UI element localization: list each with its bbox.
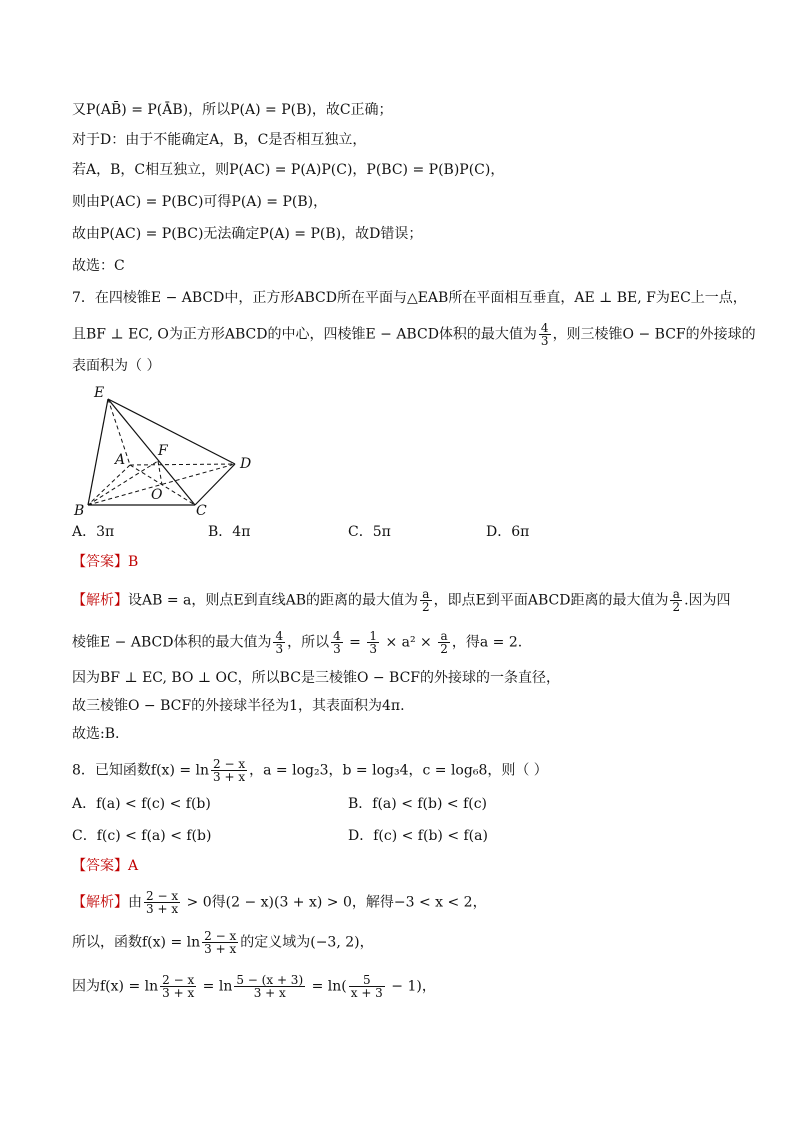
answer-label: 【答案】A [72,858,139,874]
analysis-line: 【解析】由 $\frac{2 - x}{3 + x}$ > 0得(2 − x)(3 + x) > 0，解得−3 < x < 2， [72,889,487,916]
option-a: A．f(a) < f(c) < f(b) [72,796,211,812]
answer-label: 【答案】B [72,554,139,570]
question-7-stem: 表面积为（ ） [72,358,161,374]
analysis-line: 【解析】设AB = a，则点E到直线AB的距离的最大值为 $\frac{a}{2}$ ，即点E到平面ABCD距离的最大值为 $\frac{a}{2}$ .因为四 [72,587,731,614]
option-b: B．4π [208,524,251,540]
solution-line: 对于D：由于不能确定A，B，C是否相互独立， [72,132,367,148]
solution-line: 若A，B，C相互独立，则P(AC) = P(A)P(C)，P(BC) = P(B)P(C)， [72,162,505,178]
analysis-line: 故三棱锥O − BCF的外接球半径为1，其表面积为4π. [72,698,405,714]
analysis-line: 棱锥E − ABCD体积的最大值为 $\frac{4}{3}$ ，所以 $\frac{4}{3}$ = $\frac{1}{3}$ × a² × $\frac{a}{2}$ ，得a = 2. [72,629,523,656]
question-8-stem: 8．已知函数f(x) = ln $\frac{2 - x}{3 + x}$ ，a = log₂3，b = log₃4，c = log₆8，则（ ） [72,757,548,784]
option-a: A．3π [72,524,115,540]
question-7-stem: 且BF ⊥ EC, O为正方形ABCD的中心，四棱锥E − ABCD体积的最大值为 $\frac{4}{3}$ ，则三棱锥O − BCF的外接球的 [72,321,756,348]
label-A: A [115,452,126,468]
option-d: D．6π [486,524,530,540]
answer-choice: 故选:B. [72,726,120,742]
answer-choice: 故选：C [72,258,125,274]
analysis-line: 所以，函数f(x) = ln $\frac{2 - x}{3 + x}$ 的定义域为(−3, 2)， [72,929,374,956]
pyramid-figure [74,385,260,520]
option-c: C．5π [348,524,391,540]
label-B: B [74,503,85,519]
option-d: D．f(c) < f(b) < f(a) [348,828,488,844]
solution-line: 又P(AB̄) = P(ĀB)，所以P(A) = P(B)，故C正确； [72,102,393,118]
option-b: B．f(a) < f(b) < f(c) [348,796,488,812]
label-O: O [151,487,163,503]
label-E: E [94,385,105,401]
label-F: F [158,443,168,459]
analysis-line: 因为f(x) = ln $\frac{2 - x}{3 + x}$ = ln $\frac{5 - (x + 3)}{3 + x}$ = ln( $\frac{5}{x + 3}$ − 1)， [72,973,436,1000]
solution-line: 故由P(AC) = P(BC)无法确定P(A) = P(B)，故D错误； [72,226,423,242]
analysis-line: 因为BF ⊥ EC, BO ⊥ OC，所以BC是三棱锥O − BCF的外接球的一条直径， [72,670,561,686]
option-c: C．f(c) < f(a) < f(b) [72,828,212,844]
label-C: C [196,503,207,519]
solution-line: 则由P(AC) = P(BC)可得P(A) = P(B)， [72,194,328,210]
label-D: D [240,456,252,472]
question-7-stem: 7．在四棱锥E − ABCD中，正方形ABCD所在平面与△EAB所在平面相互垂直，AE ⊥ BE, F为EC上一点， [72,290,747,306]
